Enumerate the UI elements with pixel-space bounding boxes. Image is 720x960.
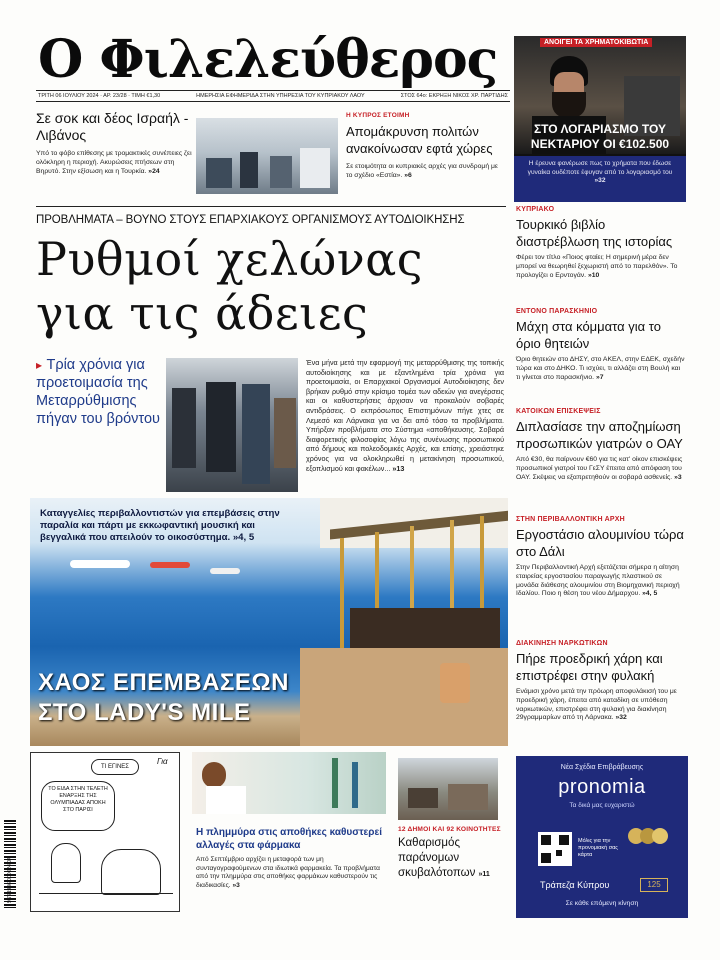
- sidebar-ref: »4, 5: [642, 590, 658, 598]
- main-subhead-block: [36, 356, 164, 428]
- sidebar-body: Όριο θητειών στο ΔΗΣΥ, στο ΑΚΕΛ, στην ΕΔΕΚ, σχεδήν τώρα και στο ΔΗΚΟ. Τι ισχύει, τι αλλάζει στη Βουλή και τι γίνεται στο παρασκήνιο.: [516, 356, 685, 381]
- sidebar-kicker: ΕΝΤΟΝΟ ΠΑΡΑΣΚΗΝΙΟ: [516, 308, 598, 315]
- dump-story[interactable]: [398, 826, 504, 882]
- main-body: [306, 358, 504, 494]
- feature-body: Η έρευνα φανέρωσε πως το χρήματα που έδωσε γυναίκα ουδέποτε έφυγαν από το λογαριασμό του: [527, 160, 673, 176]
- sidebar-ref: »7: [595, 373, 604, 381]
- main-top-rule: [36, 206, 506, 207]
- sidebar-title: Πήρε προεδρική χάρη και επιστρέφει στην φυλακή: [516, 651, 663, 683]
- ad-tagline: Τα δικά μας ευχαριστώ: [569, 802, 635, 809]
- feature-ref: »32: [594, 177, 606, 185]
- sidebar-title: Τουρκικό βιβλίο διαστρέβλωση της ιστορίας: [516, 217, 673, 249]
- airport-photo: [196, 118, 338, 194]
- pharma-story[interactable]: [196, 826, 386, 890]
- dump-photo: [398, 758, 498, 820]
- pharma-photo: [192, 752, 386, 814]
- masthead-right-note: ΣΤΟΣ 64ο: ΕΚΡΗΞΗ ΝΙΚΟΣ ΧΡ. ΠΑΡΤΙΔΗΣ: [400, 93, 508, 99]
- main-headline-line-1: Ρυθμοί χελώνας: [36, 232, 424, 286]
- main-body-ref: »13: [392, 463, 405, 473]
- pronomia-ad[interactable]: [516, 756, 688, 918]
- main-subhead: Τρία χρόνια για προετοιμασία της Μεταρρύθμισης πήγαν του βρόντου: [36, 357, 160, 427]
- beach-caption: [40, 508, 300, 544]
- cartoon-bubble-1: ΤΙ ΕΓΙΝΕΣ: [91, 759, 139, 775]
- ad-anniversary: 125: [640, 878, 668, 892]
- masthead-tagline: ΗΜΕΡΗΣΙΑ ΕΦΗΜΕΡΙΔΑ ΣΤΗΝ ΥΠΗΡΕΣΙΑ ΤΟΥ ΚΥΠΡΙΑΚΟΥ ΛΑΟΥ: [196, 93, 365, 99]
- masthead-title: Ο Φιλελεύθερος: [38, 29, 498, 90]
- beach-caption-ref: »4, 5: [232, 532, 255, 543]
- sidebar: [516, 206, 686, 750]
- sidebar-body: Ενάμισι χρόνο μετά την πρόωρη αποφυλάκισή του με προεδρική χάρη, έπειτα από καταδίκη σε υπόθεση ναρκωτικών, επιστρέφει στη φυλακή για διακίνηση 29γραμμαρίων από τη Λάρνακα.: [516, 688, 677, 722]
- sidebar-kicker: ΚΥΠΡΙΑΚΟ: [516, 206, 555, 213]
- top-middle-body: Σε ετοιμότητα οι κυπριακές αρχές για συνδρομή με το σχέδιο «Εστία».: [346, 163, 498, 179]
- office-photo: [166, 358, 298, 492]
- issue-date: ΤΡΙΤΗ 06 ΙΟΥΛΙΟΥ 2024 · ΑΡ. 23/28 · ΤΙΜΗ €1,30: [38, 93, 161, 99]
- sidebar-item[interactable]: [516, 308, 686, 404]
- sidebar-title: Εργοστάσιο αλουμινίου τώρα στο Δάλι: [516, 527, 684, 559]
- top-left-story[interactable]: [36, 110, 196, 192]
- cartoon-signature: Για: [157, 757, 168, 766]
- main-headline-line-2: για τις άδειες: [36, 286, 369, 340]
- top-middle-ref: »6: [404, 172, 412, 179]
- beach-headline: [38, 668, 338, 728]
- main-headline: [36, 232, 506, 340]
- sidebar-ref: »10: [587, 271, 600, 279]
- coin-icon: [652, 828, 668, 844]
- dump-ref: »11: [478, 871, 490, 878]
- sidebar-title: Διπλασίασε την αποζημίωση προσωπικών γιατρών ο ΟΑΥ: [516, 419, 683, 451]
- sidebar-body: Φέρει τον τίτλο «Ποιος φταίει; Η σημερινή μέρα δεν μπορεί να θεωρηθεί ξεχωριστή από το παρελθόν». Το προλογίζει ο Ερντογάν.: [516, 254, 678, 279]
- barcode-number: 9 771986 000024 04: [7, 857, 13, 903]
- sidebar-kicker: ΣΤΗΝ ΠΕΡΙΒΑΛΛΟΝΤΙΚΗ ΑΡΧΗ: [516, 516, 625, 523]
- beach-headline-line-1: ΧΑΟΣ ΕΠΕΜΒΑΣΕΩΝ: [38, 669, 289, 696]
- sidebar-ref: »32: [615, 714, 627, 722]
- pharma-headline: Η πλημμύρα στις αποθήκες καθυστερεί αλλαγές στα φάρμακα: [196, 827, 383, 851]
- cartoon-bubble-2: ΤΟ ΕΙΔΑ ΣΤΗΝ ΤΕΛΕΤΗ ΕΝΑΡΞΗΣ ΤΗΣ ΟΛΥΜΠΙΑΔΑΣ ΑΠΟΚΗ ΣΤΟ ΠΑΡΙΣΙ: [41, 781, 115, 831]
- ad-card-text: Μόλις για την προνομιακή σας κάρτα: [578, 838, 618, 858]
- top-left-ref: »24: [148, 168, 160, 175]
- sidebar-item[interactable]: [516, 640, 686, 750]
- pharma-ref: »3: [232, 881, 240, 889]
- dateline: [36, 90, 510, 102]
- sidebar-title: Μάχη στα κόμματα για το όριο θητειών: [516, 319, 661, 351]
- dump-kicker: 12 ΔΗΜΟΙ ΚΑΙ 92 ΚΟΙΝΟΤΗΤΕΣ: [398, 826, 501, 833]
- top-left-body: Υπό το φόβο επίθεσης με τρομακτικές συνέπειες ζει ολόκληρη η περιοχή. Ακυρώσεις πτήσεων στη Βηρυτό. Στην εξίσωση και η Τουρκία.: [36, 150, 192, 175]
- sidebar-item[interactable]: [516, 516, 686, 638]
- sidebar-kicker: ΚΑΤΟΙΚΩΝ ΕΠΙΣΚΕΨΕΙΣ: [516, 408, 601, 415]
- ad-brand: pronomia: [558, 776, 646, 798]
- top-middle-story[interactable]: [346, 112, 506, 194]
- feature-headline: ΣΤΟ ΛΟΓΑΡΙΑΣΜΟ ΤΟΥ ΝΕΚΤΑΡΙΟΥ ΟΙ €102.500: [530, 122, 670, 151]
- sidebar-item[interactable]: [516, 408, 686, 512]
- beach-headline-line-2: ΣΤΟ LADY'S MILE: [38, 699, 251, 726]
- dump-headline: Καθαρισμός παράνομων σκυβαλότοπων: [398, 837, 476, 879]
- main-body-text: Ένα μήνα μετά την εφαρμογή της μεταρρύθμισης της τοπικής αυτοδιοίκησης και με εξαντλημένα τρία χρόνια για προετοιμασία, οι Επαρχιακοί Οργανισμοί Αυτοδιοίκησης δεν βρήκαν ρυθμό στην κρίσιμο τομέα των αδειών για ανεγέρσεις και οι καθυστερήσεις άρχισαν να προκαλούν σοβαρές αντιδράσεις. Ο εκπρόσωπος Επιστημόνων πήγε χτες σε Λεμεσό και Λάρνακα για να δει από τόσο τα προβλήματα. Υπήρξαν προβλήματα στο Σύστημα «αποθήκευσης. Σοβαρά διαφορετικής φιλοσοφίας λόγω της συνένωσης προσωπικού από δήμους και πολεοδομικές Αρχές, και επίσης, χρειάστηκε χρόνος για να ολοκληρωθεί η μετακίνηση προσωπικού, εξοπλισμού και φακέλων...: [306, 358, 504, 473]
- top-right-feature[interactable]: [514, 36, 686, 202]
- sidebar-kicker: ΔΙΑΚΙΝΗΣΗ ΝΑΡΚΩΤΙΚΩΝ: [516, 640, 608, 647]
- ad-footer: Σε κάθε επόμενη κίνηση: [565, 900, 639, 907]
- top-middle-headline: Απομάκρυνση πολιτών ανακοίνωσαν εφτά χώρες: [346, 124, 493, 156]
- qr-code-icon: [538, 832, 572, 866]
- pharma-body: Από Σεπτέμβριο αρχίζει η μεταφορά των μη συνταγογραφούμενων στα ιδιωτικά φαρμακεία. Τα προβλήματα από την πλημμύρα στις αποθήκες φαρμάκων καθυστερούν τις διαδικασίες.: [196, 856, 380, 889]
- cartoon: [30, 752, 180, 912]
- beach-caption-text: Καταγγελίες περιβαλλοντιστών για επεμβάσεις στην παραλία και πάρτι με εκκωφαντική μουσική και βεγγαλικά που απειλούν το οικοσύστημα.: [40, 508, 280, 543]
- sidebar-item[interactable]: [516, 206, 686, 302]
- ad-bank: Τράπεζα Κύπρου: [540, 880, 610, 890]
- sidebar-body: Από €30, θα παίρνουν €60 για τις κατ' οίκον επισκέψεις προσωπικοί γιατροί του ΓεΣΥ έπειτα από απόφαση του ΟΑΥ. Σκέψεις να εξαπρετηθούν οι σοβαρά ασθενείς.: [516, 456, 683, 481]
- top-middle-kicker: Η ΚΥΠΡΟΣ ΕΤΟΙΜΗ: [346, 112, 410, 119]
- feature-banner: ΑΝΟΙΓΕΙ ΤΑ ΧΡΗΜΑΤΟΚΙΒΩΤΙΑ: [540, 38, 652, 47]
- top-left-headline: Σε σοκ και δέος Ισραήλ - Λιβάνος: [36, 110, 189, 143]
- sidebar-ref: »3: [674, 473, 682, 481]
- arrow-icon: ▸: [36, 358, 43, 372]
- sidebar-body: Στην Περιβαλλοντική Αρχή εξετάζεται σήμερα η αίτηση εταιρείας εργοστασίου παραγωγής πλαστικού σε μονάδα διάθεσης αλουμινίου στη Βιομηχανική περιοχή Ιδαλίου. Ποιο η θέση του νέου Δήμαρχου.: [516, 564, 680, 598]
- main-kicker: ΠΡΟΒΛΗΜΑΤΑ – ΒΟΥΝΟ ΣΤΟΥΣ ΕΠΑΡΧΙΑΚΟΥΣ ΟΡΓΑΝΙΣΜΟΥΣ ΑΥΤΟΔΙΟΙΚΗΣΗΣ: [36, 214, 465, 226]
- ad-line1: Νέα Σχέδια Επιβράβευσης: [560, 764, 644, 771]
